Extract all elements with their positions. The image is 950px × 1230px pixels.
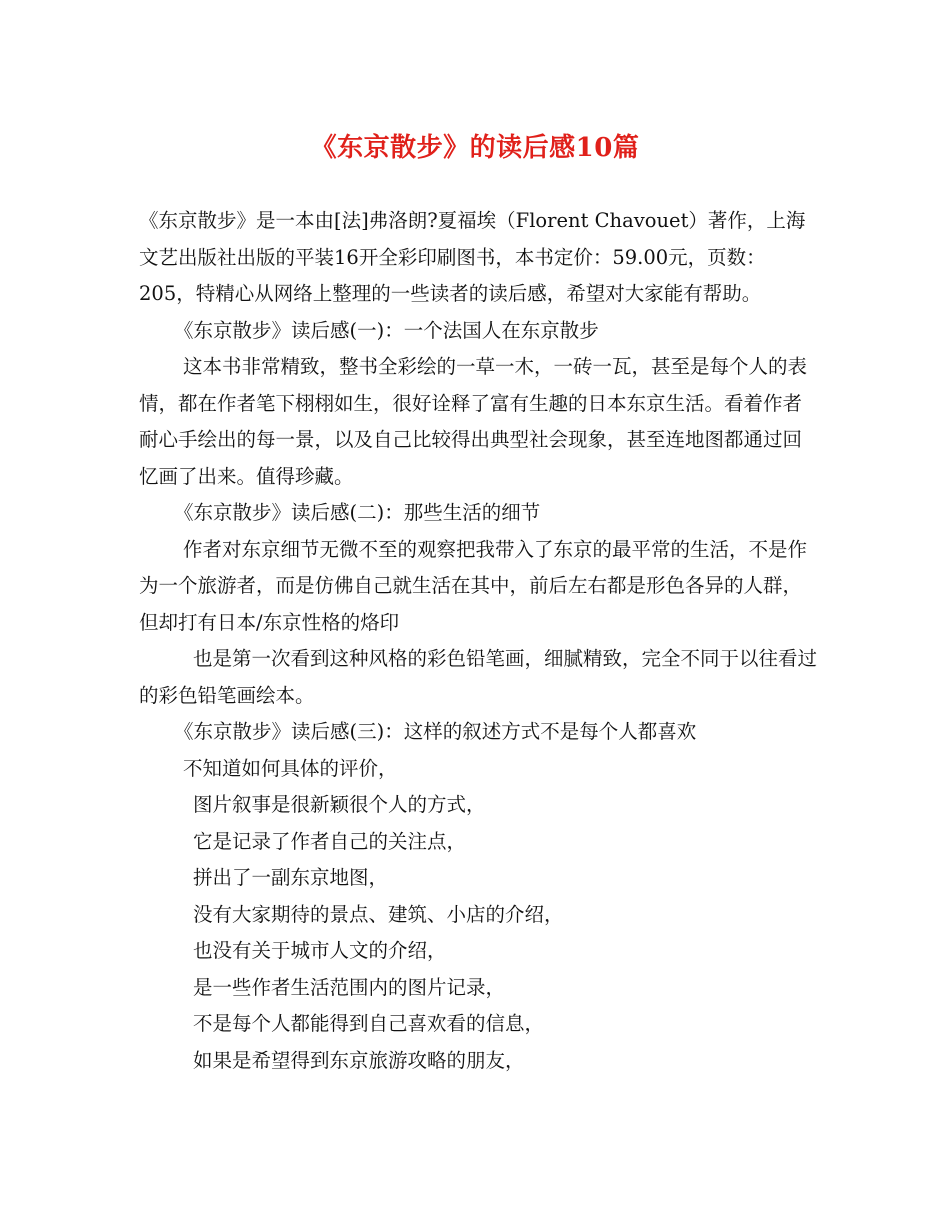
section-3-line: 不知道如何具体的评价， bbox=[183, 756, 398, 780]
section-3-line: 它是记录了作者自己的关注点， bbox=[193, 829, 467, 853]
section-3-line: 是一些作者生活范围内的图片记录， bbox=[193, 975, 506, 999]
section-heading-1: 《东京散步》读后感(一)：一个法国人在东京散步 bbox=[174, 318, 599, 342]
section-3-line: 也没有关于城市人文的介绍， bbox=[193, 939, 447, 962]
intro-paragraph: 《东京散步》是一本由[法]弗洛朗?夏福埃（Florent Chavouet）著作，上海文艺出版社出版的平装16开全彩印刷图书，本书定价：59.00元，页数：205，特精心从网络上整理的一些读者的读后感，希望对大家能有帮助。 bbox=[139, 209, 806, 305]
section-3-line: 图片叙事是很新颖很个人的方式， bbox=[193, 793, 486, 816]
section-3-line: 没有大家期待的景点、建筑、小店的介绍， bbox=[193, 902, 564, 926]
section-2-paragraph-1: 作者对东京细节无微不至的观察把我带入了东京的最平常的生活，不是作为一个旅游者，而是仿佛自己就生活在其中，前后左右都是形色各异的人群，但却打有日本/东京性格的烙印 bbox=[139, 537, 808, 634]
section-heading-3: 《东京散步》读后感(三)：这样的叙述方式不是每个人都喜欢 bbox=[174, 720, 697, 743]
document-title: 《东京散步》的读后感10篇 bbox=[310, 133, 640, 163]
section-2-paragraph-2: 也是第一次看到这种风格的彩色铅笔画，细腻精致，完全不同于以往看过的彩色铅笔画绘本。 bbox=[139, 647, 818, 707]
section-1-paragraph: 这本书非常精致，整书全彩绘的一草一木，一砖一瓦，甚至是每个人的表情，都在作者笔下栩栩如生，很好诠释了富有生趣的日本东京生活。看着作者耐心手绘出的每一景，以及自己比较得出典型社会现象，甚至连地图都通过回忆画了出来。值得珍藏。 bbox=[139, 355, 808, 488]
section-heading-2: 《东京散步》读后感(二)：那些生活的细节 bbox=[174, 501, 541, 524]
section-3-line: 不是每个人都能得到自己喜欢看的信息， bbox=[193, 1012, 545, 1035]
section-3-line: 拼出了一副东京地图， bbox=[193, 866, 389, 889]
document-body bbox=[139, 203, 819, 1079]
section-3-line: 如果是希望得到东京旅游攻略的朋友， bbox=[193, 1048, 525, 1072]
